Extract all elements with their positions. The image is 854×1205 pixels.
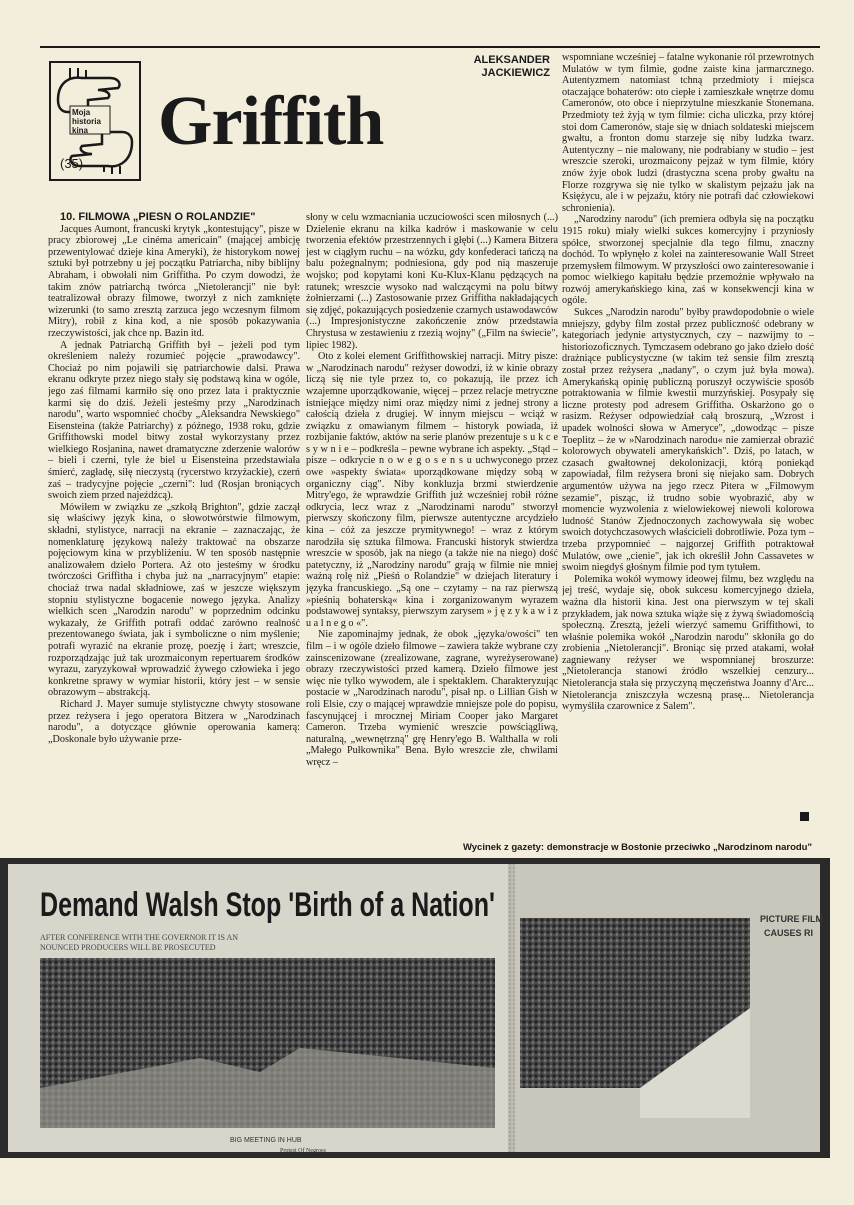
paragraph: Mówiłem w związku ze „szkołą Brighton", gdzie zaczął się właściwy język kina, o słowotwórstwie filmowym, składni, stylistyce, narracji na ekranie – zaznaczając, że nomenklaturę językową należy traktować na obszarze pojęciowym kina w przybliżeniu. W ten sposób następnie analizowałem dzieło Portera. Aż oto jesteśmy w środku twórczości Griffitha i chyba już na „narracyjnym" etapie: chociaż trwa nadal składniowe, zaś w jeszcze większym stopniu stylistyczne bogacenie nowego języka. Analizy wielkich scen „Narodzin narodu" w poprzednim odcinku wykazały, że Griffith potrafi oddać zarówno realność prezentowanego świata, jak i symboliczne o nim myślenie; potrafi wyrazić na ekranie prozę, poezję i żart; wreszcie, rozporządzając już tak urozmaiconym repertuarem środków wyrazu, zaryzykował wprowadzić żywego człowieka i jego konkretne sprawy w wymiar historii, który jest – w sensie obrazowym – abstrakcją. (48, 501, 300, 699)
series-logo (48, 60, 142, 182)
newspaper-clipping-photo (0, 858, 830, 1158)
paragraph: Nie zapominajmy jednak, że obok „języka/owości" ten film – i w ogóle dzieło filmowe – zawiera także wybrane czy zainscenizowane (zrealizowane, zagrane, wyreżyserowane) obrazy rzeczywistości przed kamerą. Dzieło filmowe jest więc nie tylko wywodem, ale i spektaklem. Charakteryzując postacie w „Narodzinach narodu", pisał np. o Lillian Gish w roli Elsie, czy o mającej wprawdzie mniejsze pole do popisu, fascynującej i mrocznej Miriam Cooper jako Margaret Cameron. Trzeba wymienić wreszcie powściągliwą, naturalną, „wewnętrzną" grę Henry'ego B. Walthalla w roli „Małego Pułkownika" Bena. Było wreszcie złe, chwilami wręcz – (306, 629, 558, 768)
paragraph: słony w celu wzmacniania uczuciowości scen miłosnych (...) Dzielenie ekranu na kilka kadrów i maskowanie w celu tworzenia efektów przestrzennych i głębi (...) Kamera Bitzera jest w ciągłym ruchu – na wózku, gdy konfederaci tańczą na balu pożegnalnym; podniesiona, gdy pod nią maszeruje wojsko; pod kopytami koni Ku-Klux-Klanu pędzących na ratunek; wreszcie wysoko nad walczącymi na polu bitwy żołnierzami (...) Zastosowanie przez Griffitha nakładających się zdjęć, pokazujących posiedzenie czarnych ustawodawców (...) Impresjonistyczne zakończenie znów przedstawia Chrystusa w zestawieniu z rzezią wojny" („Film na świecie", lipiec 1982). (306, 212, 558, 351)
text-column-1 (48, 212, 300, 828)
section-heading: 10. FILMOWA „PIEŚŃ O ROLANDZIE" (60, 212, 256, 223)
author-byline: ALEKSANDER JACKIEWICZ (473, 54, 550, 79)
text-column-2 (306, 212, 558, 828)
paragraph: Richard J. Mayer sumuje stylistyczne chwyty stosowane przez reżysera i jego operatora Bitzera w „Narodzinach narodu", a dotyczące głównie operowania kamerą: „Doskonale było używanie prze- (48, 698, 300, 745)
paragraph: Jacques Aumont, francuski krytyk „kontestujący", pisze w pracy zbiorowej „Le cinéma americain" (mającej ambicję przewentylować dzieje kina Ameryki), że historykom nowej sztuki był potrzebny u jej początku Patriarcha, niby biblijny Abraham, i obwołali nim Griffitha. Po czym dowodzi, że takim znów patriarchą twórca „Nietolerancji" nie był: teatralizował obrazy filmowe, tworzył z nich zamknięte wizerunki (to samo zresztą zarzuca jego wczesnym filmom Mitry), robił z kina kod, a nie sposób pokazywania rzeczywistości, jak chce np. Bazin itd. (48, 223, 300, 339)
clipping-headline: Demand Walsh Stop 'Birth of a Nation' (40, 886, 495, 924)
clipping-subhead-2: NOUNCED PRODUCERS WILL BE PROSECUTED (40, 943, 216, 952)
paragraph: Sukces „Narodzin narodu" byłby prawdopodobnie o wiele mniejszy, gdyby film został przez publiczność odebrany w kategoriach jedynie artystycznych, czy – nazwijmy to – historiozoficznych. Tymczasem odebrano go jako dzieło dość drażniące publicystyczne (w takim też sensie film zresztą został przez reżysera „nadany", o czym już była mowa). Amerykańską opinię publiczną poruszył oczywiście sposób potraktowania w filmie kwestii murzyńskiej. Posypały się liczne protesty pod adresem Griffitha. Oskarżono go o rasizm. Reżyser odpowiedział całą broszurą, „Wzrost i upadek wolności słowa w Ameryce", „dowodząc – pisze Toeplitz – że w »Narodzinach narodu« nie zamierzał obrazić kolorowych obywateli amerykańskich". Dziś, po latach, w czasach gwałtownej dekolonizacji, którą poniekąd zapowiadał, film reżysera broni się niejako sam. Dobrych argumentów używa na jego rzecz Pitera w „Filmowym sezamie", pisząc, iż trudno sobie wyobrazić, aby w momencie wyzwolenia z wielowiekowej niewoli kolorowa ludność Stanów Zjednoczonych zachowywała się wobec swoich dotychczasowych właścicieli dobrotliwie. Poza tym – trzeba przypomnieć – najgorzej Griffith potraktował Mulatów, owe „cienie", jak ich określił John Cassavetes w swoim niegdyś głośnym filmie pod tym tytułem. (562, 307, 814, 574)
end-of-article-mark (800, 812, 809, 821)
photo-caption: Wycinek z gazety: demonstracje w Bostonie przeciwko „Narodzinom narodu" (462, 842, 812, 853)
article-title: Griffith (158, 83, 384, 160)
clipping-bottom-text-2: Protest Of Negroes (280, 1148, 326, 1154)
paragraph: wspomniane wcześniej – fatalne wykonanie ról przewrotnych Mulatów w tym filmie, godne zaiste kina jarmarcznego. Autentyzmem natomiast tchną przedmioty i miejsca otaczające bohaterów: oto ciepłe i zamieszkałe wnętrze domu Cameronów, oto obce i nieprzytulne mieszkanie Stonemana. Przedmioty też żyją w tym filmie: cicha uliczka, przy której stoi dom Cameronów, staje się w dniach soldateski miejscem gwałtu, a fronton domu starzeje się niby ludzka twarz. Autentyczny – nie malowany, nie podrabiany w studio – jest wreszcie szeroki, urozmaicony pejzaż w tym filmie, który znów żyje obok ludzi (drastyczna scena proby gwałtu na Florze rozgrywa się nie tylko w skalistym pejzażu jak na Księżycu, ale i w pejzażu, który nie potrafi dać człowiekowi schronienia). (562, 52, 814, 214)
clipping-bottom-text: BIG MEETING IN HUB (230, 1137, 302, 1144)
clipping-right-text-2: CAUSES RI (764, 928, 814, 938)
paragraph: A jednak Patriarchą Griffith był – jeżeli pod tym określeniem należy rozumieć pojęcie „prawodawcy". Chociaż po nim pojawili się patriarchowie dalsi. Prawa ekranu odkryte przez niego stały się podstawą kina w ogóle, jego zaś filmami karmiło się ono przez lata i praktycznie karmi się do dziś. Jeżeli jesteśmy przy „Narodzinach narodu", warto wspomnieć choćby „Aleksandra Newskiego" Eisensteina (także Patriarchy) z późnego, 1938 roku, gdzie Griffithowski model bitwy został wykorzystany przez wielkiego Rosjanina, nawet dramatyczne zderzenie walorów – bieli i czerni, tyle że biel u Eisensteina przedstawiała śmierć, zagładę, siłę nieczystą (rycerstwo krzyżackie), czerń zaś – tradycyjne pojęcie „czerni": lud (Rosjan broniących swoich ziem przed najeźdźcą). (48, 339, 300, 502)
text-column-3 (562, 52, 814, 828)
top-rule (40, 46, 820, 48)
clipping-subhead-1: AFTER CONFERENCE WITH THE GOVERNOR IT IS AN (40, 933, 239, 942)
paragraph: Oto z kolei element Griffithowskiej narracji. Mitry pisze: w „Narodzinach narodu" reżyser dowodzi, iż w kinie obrazy liczą się nie tyle przez to, co pokazują, ile przez ich wzajemne uporządkowanie, więcej – przez relacje metryczne istniejące między nimi oraz między nimi z jednej strony a całością dzieła z drugiej. W innym miejscu – wciąż w związku z omawianym filmem – historyk powiada, iż rozbijanie faktów, aktów na serie planów prezentuje s u k c e s y w n i e – podkreśla – pewne wybrane ich aspekty. „Stąd – pisze – odkrycie n o w e g o s e n s u uchwyconego przez owe »aspekty świata« uporządkowane między sobą w organiczny ciąg". Niby konkluzja brzmi stwierdzenie Mitry'ego, że wprawdzie Griffith już wcześniej robił różne odkrycia, lecz wraz z „Narodzinami narodu" stworzył pierwszy skończony film, pierwsze autentyczne arcydzieło kina – cóż za jeszcze prymitywnego! – wraz z którym narodziła się sztuka filmowa. Francuski historyk stwierdza wreszcie w sposób, jak na niego (a także nie na niego) dość patetyczny, iż „Narodziny narodu" grają w filmie nie mniej ważną rolę niż „Pieśń o Rolandzie" w dziejach literatury i języka francuskiego. „Są one – czytamy – na raz pierwszą »pieśnią bohaterską« kina i zorganizowanym wyrazem podstawowej syntaksy, pierwszym zarysem » j ę z y k a w i z u a l n e g o «". (306, 351, 558, 629)
clipping-right-text-1: PICTURE FILM (760, 914, 823, 924)
issue-number: (35) (60, 156, 84, 171)
series-label: Moja historia kina (72, 108, 101, 135)
paragraph: Polemika wokół wymowy ideowej filmu, bez względu na jej treść, wydaje się, obok sukcesu komercyjnego dzieła, ważna dla historii kina. Jest ona pierwszym w tej skali przykładem, jak nowa sztuka wiąże się z żywą świadomością społeczną. Zresztą, jeżeli wierzyć samemu Griffithowi, to właśnie polemika wokół „Narodzin narodu" skłoniła go do zrobienia „Nietolerancji". Broniąc się przed atakami, wołał zagniewany reżyser we wspomnianej broszurze: „Nietolerancja stanowi źródło wszelkiej cenzury... Nietolerancja stała się przyczyną męczeństwa Joanny d'Arc... Nietolerancja zniszczyła wczesną prasę... Nietolerancja wymyśliła czarownice z Salem". (562, 573, 814, 713)
paragraph: „Narodziny narodu" (ich premiera odbyła się na początku 1915 roku) miały wielki sukces komercyjny i przyniosły spółce, stworzonej specjalnie dla tego filmu, znaczny dochód. To wpłynęło z kolei na zainteresowanie Wall Street przemysłem filmowym. W przyszłości owo zainteresowanie i pomoc wielkiego kapitału będzie przemożnie wpływało na rozwój amerykańskiego kina, zaś w konsekwencji kina w ogóle. (562, 214, 814, 307)
